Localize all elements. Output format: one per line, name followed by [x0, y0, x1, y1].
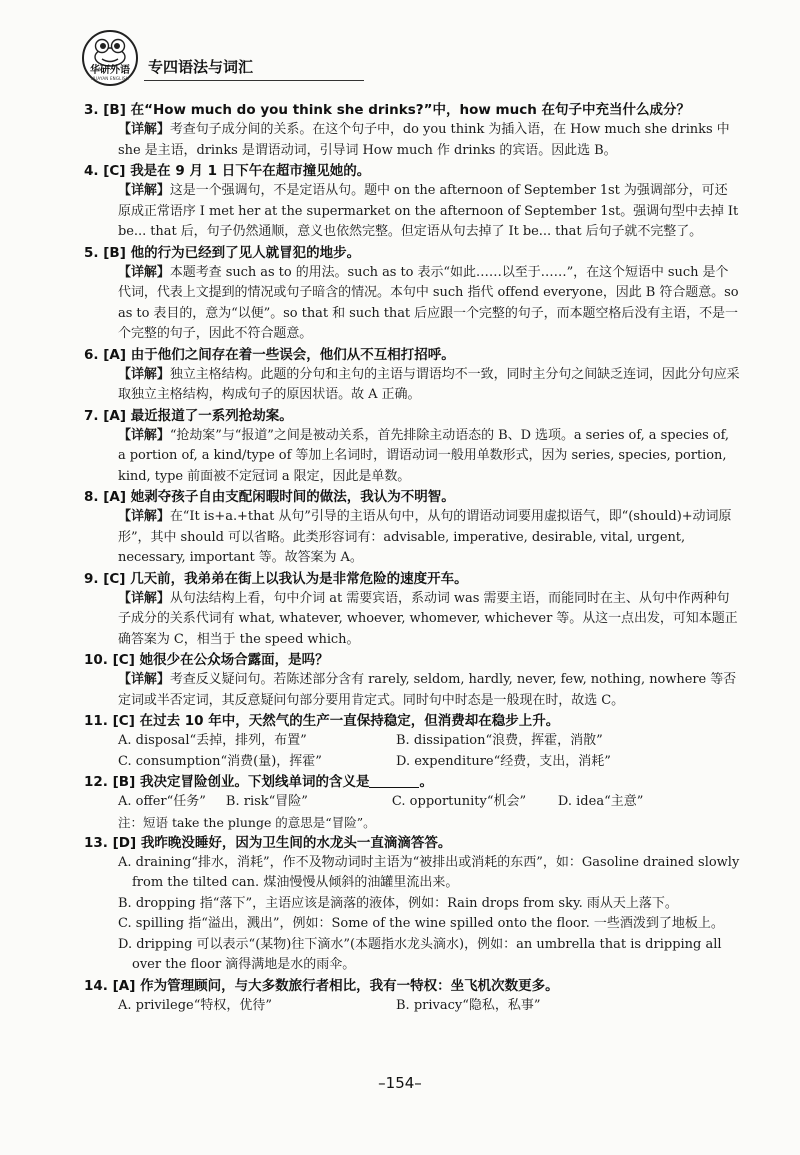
item-question: 我是在 9 月 1 日下午在超市撞见她的。 — [130, 163, 371, 179]
answer-item-13 — [84, 833, 740, 976]
item-number: 3. — [84, 102, 99, 118]
frog-mascot-icon — [91, 37, 129, 67]
item-answer: [C] — [112, 713, 135, 729]
item-number: 4. — [84, 163, 99, 179]
option-a: A. offer“任务” — [118, 794, 206, 809]
item-number: 12. — [84, 774, 108, 790]
item-question: 在“How much do you think she drinks?”中，how much 在句子中充当什么成分？ — [130, 102, 691, 118]
option-c: C. opportunity“机会” — [391, 794, 527, 809]
item-number: 11. — [84, 713, 108, 729]
detail-tag: 【详解】 — [118, 183, 170, 198]
item-question: 在过去 10 年中，天然气的生产一直保持稳定，但消费却在稳步上升。 — [139, 713, 560, 729]
answer-item-5 — [84, 243, 740, 345]
option-d: D. dripping 可以表示“(某物)往下滴水”(本题指水龙头滴水)，例如：an umbrella that is dripping all over the floor 滴得满地是水的雨伞。 — [118, 936, 722, 972]
answer-item-12 — [84, 772, 740, 833]
logo-text: 华研外语 — [90, 65, 130, 76]
option-d: D. idea“主意” — [557, 794, 644, 809]
logo-subtext: HUAYAN ENGLISH — [91, 76, 129, 81]
answer-item-11 — [84, 711, 740, 772]
item-question: 她很少在公众场合露面，是吗？ — [139, 652, 329, 668]
item-number: 14. — [84, 977, 108, 994]
detail-tag: 【详解】 — [118, 672, 170, 687]
item-question: 他的行为已经到了见人就冒犯的地步。 — [130, 244, 361, 261]
item-question: 几天前，我弟弟在街上以我认为是非常危险的速度开车。 — [130, 570, 468, 587]
answer-item-8 — [84, 487, 740, 569]
item-answer: [B] — [103, 102, 126, 118]
answer-item-7 — [84, 406, 740, 488]
answer-item-14 — [84, 976, 740, 1017]
option-c: C. consumption“消费(量)，挥霍” — [118, 753, 322, 769]
page-header — [82, 30, 782, 86]
item-question-end: 。 — [419, 774, 433, 790]
item-question: 由于他们之间存在着一些误会，他们从不互相打招呼。 — [130, 346, 455, 363]
item-number: 9. — [84, 570, 99, 587]
option-b: B. privacy“隐私，私事” — [396, 997, 541, 1013]
item-answer: [D] — [112, 834, 137, 851]
detail-tag: 【详解】 — [118, 122, 170, 137]
item-question: 作为管理顾问，与大多数旅行者相比，我有一特权：坐飞机次数更多。 — [140, 977, 559, 994]
item-detail: 这是一个强调句，不是定语从句。题中 on the afternoon of September 1st 为强调部分，可还原成正常语序 I met her at the supermarket on the afternoon of September 1st。强调句型中去掉 It be... that 后，句子仍然通顺，意义也依然完整。但定语从句去掉了 It be... that 后句子就不完整了。 — [118, 183, 739, 239]
book-title: 专四语法与词汇 — [148, 58, 254, 76]
publisher-logo — [82, 30, 138, 86]
item-detail: 从句法结构上看，句中介词 at 需要宾语，系动词 was 需要主语，而能同时在主、从句中作两种句子成分的关系代词有 what, whatever, whoever, whomever, whichever 等。从这一点出发，可知本题正确答案为 C，相当于 the speed which。 — [118, 590, 738, 647]
item-answer: [A] — [103, 407, 127, 424]
item-number: 8. — [84, 489, 99, 505]
answer-item-3 — [84, 100, 740, 161]
option-b: B. dropping 指“落下”，主语应该是滴落的液体，例如：Rain drops from sky. 雨从天上落下。 — [118, 895, 678, 911]
option-b: B. risk“冒险” — [225, 794, 308, 809]
item-answer: [A] — [103, 489, 127, 505]
option-a: A. disposal“丢掉，排列，布置” — [118, 733, 307, 748]
item-detail: 独立主格结构。此题的分句和主句的主语与谓语均不一致，同时主分句之间缺乏连词，因此分句应采取独立主格结构，构成句子的原因状语。故 A 正确。 — [118, 366, 740, 402]
page-number: –154– — [378, 1074, 422, 1092]
answer-content — [84, 100, 740, 1016]
answer-item-9 — [84, 569, 740, 651]
item-answer: [A] — [112, 977, 136, 994]
item-answer: [C] — [112, 652, 135, 668]
detail-tag: 【详解】 — [118, 509, 170, 524]
header-divider — [144, 80, 364, 81]
option-c: C. spilling 指“溢出，溅出”，例如：Some of the wine spilled onto the floor. 一些酒泼到了地板上。 — [118, 916, 724, 931]
item-detail: “抢劫案”与“报道”之间是被动关系，首先排除主动语态的 B、D 选项。a series of, a species of, a portion of, a kind/type of 等加上名词时，谓语动词一般用单数形式，因为 series, species, portion, kind, type 前面被不定冠词 a 限定，因此是单数。 — [118, 427, 729, 484]
item-detail: 在“It is+a.+that 从句”引导的主语从句中，从句的谓语动词要用虚拟语气，即“(should)+动词原形”，其中 should 可以省略。此类形容词有：advisable, imperative, desirable, vital, urgent, necessary, important 等。故答案为 A。 — [118, 509, 732, 565]
item-number: 10. — [84, 652, 108, 668]
item-answer: [B] — [103, 244, 126, 261]
item-detail: 考查反义疑问句。若陈述部分含有 rarely, seldom, hardly, never, few, nothing, nowhere 等否定词或半否定词，其反意疑问句部分要用肯定式。同时句中时态是一般现在时，故选 C。 — [118, 672, 737, 708]
option-d: D. expenditure“经费，支出，消耗” — [396, 753, 611, 769]
answer-item-6 — [84, 345, 740, 406]
option-b: B. dissipation“浪费，挥霍，消散” — [396, 733, 603, 748]
item-number: 6. — [84, 346, 99, 363]
item-question: 我决定冒险创业。下划线单词的含义是 — [139, 774, 370, 790]
item-question: 我昨晚没睡好，因为卫生间的水龙头一直滴滴答答。 — [140, 834, 452, 851]
item-detail: 本题考查 such as to 的用法。such as to 表示“如此……以至于……”，在这个短语中 such 是个代词，代表上文提到的情况或句子暗含的情况。本句中 such 指代 offend everyone，因此 B 符合题意。so as to 表目的，意为“以便”。so that 和 such that 后应跟一个完整的句子，而本题空格后没有主语，不是一个完整的句子，因此不符合题意。 — [118, 264, 739, 341]
item-question: 她剥夺孩子自由支配闲暇时间的做法，我认为不明智。 — [130, 489, 455, 505]
item-answer: [C] — [103, 570, 126, 587]
item-question: 最近报道了一系列抢劫案。 — [130, 407, 293, 424]
item-number: 7. — [84, 407, 99, 424]
answer-blank — [369, 773, 419, 788]
item-detail: 考查句子成分间的关系。在这个句子中，do you think 为插入语，在 How much she drinks 中 she 是主语，drinks 是谓语动词，引导词 How much 作 drinks 的宾语。因此选 B。 — [118, 122, 730, 158]
item-answer: [C] — [103, 163, 126, 179]
item-number: 5. — [84, 244, 99, 261]
detail-tag: 【详解】 — [118, 427, 170, 443]
item-answer: [B] — [112, 774, 136, 790]
detail-tag: 【详解】 — [118, 264, 170, 280]
option-a: A. privilege“特权，优待” — [118, 997, 273, 1013]
answer-item-4 — [84, 161, 740, 243]
option-a: A. draining“排水，消耗”，作不及物动词时主语为“被排出或消耗的东西”，如：Gasoline drained slowly from the tilted can. 煤油慢慢从倾斜的油罐里流出来。 — [118, 854, 740, 890]
item-answer: [A] — [103, 346, 127, 363]
detail-tag: 【详解】 — [118, 590, 170, 606]
detail-tag: 【详解】 — [118, 366, 170, 382]
item-note: 注：短语 take the plunge 的意思是“冒险”。 — [118, 814, 376, 830]
answer-item-10 — [84, 650, 740, 711]
item-number: 13. — [84, 834, 108, 851]
